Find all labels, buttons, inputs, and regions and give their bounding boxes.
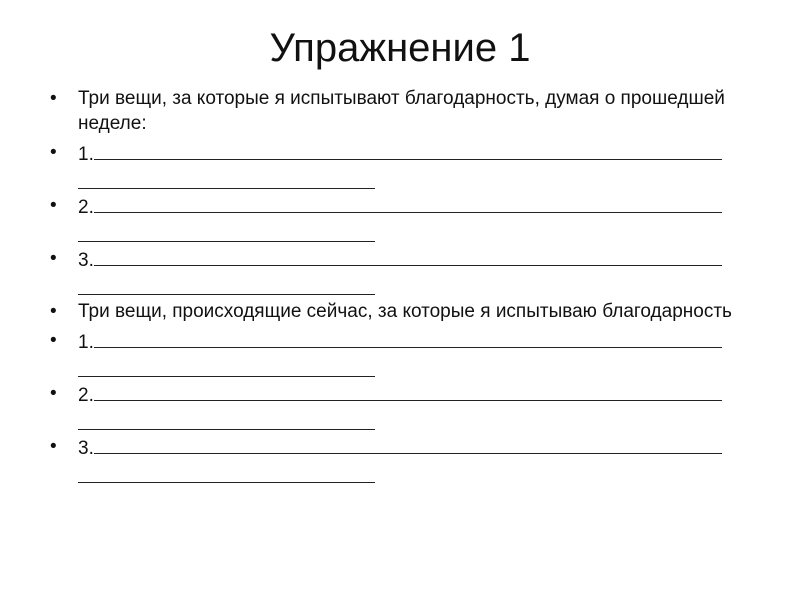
blank-line — [94, 434, 722, 454]
prompt-past-week — [50, 86, 750, 136]
blank-line-continuation — [78, 463, 375, 483]
bullet-icon: • — [50, 330, 57, 351]
line-number: 3. — [78, 438, 94, 459]
blank-line-continuation — [78, 357, 375, 377]
blank-line — [94, 193, 722, 213]
bullet-icon: • — [50, 301, 57, 322]
blank-line — [94, 381, 722, 401]
bullet-icon: • — [50, 383, 57, 404]
slide-title: Упражнение 1 — [269, 26, 531, 70]
blank-line — [94, 328, 722, 348]
line-number: 3. — [78, 250, 94, 271]
blank-line-continuation — [78, 275, 375, 295]
line-number: 2. — [78, 385, 94, 406]
blank-line — [94, 246, 722, 266]
blank-line-continuation — [78, 410, 375, 430]
bullet-icon: • — [50, 195, 57, 216]
answer-line-past-1 — [50, 140, 750, 189]
answer-line-past-3 — [50, 246, 750, 295]
prompt-text: Три вещи, происходящие сейчас, за которые я испытываю благодарность — [78, 301, 732, 322]
bullet-icon: • — [50, 142, 57, 163]
bullet-icon: • — [50, 88, 57, 109]
answer-line-past-2 — [50, 193, 750, 242]
answer-line-current-3 — [50, 434, 750, 483]
blank-line-continuation — [78, 222, 375, 242]
answer-line-current-2 — [50, 381, 750, 430]
bullet-icon: • — [50, 436, 57, 457]
bullet-icon: • — [50, 248, 57, 269]
prompt-text: Три вещи, за которые я испытывают благодарность, думая о прошедшей неделе: — [78, 88, 725, 134]
line-number: 1. — [78, 332, 94, 353]
line-number: 1. — [78, 144, 94, 165]
answer-line-current-1 — [50, 328, 750, 377]
blank-line — [94, 140, 722, 160]
line-number: 2. — [78, 197, 94, 218]
bullet-list — [50, 86, 750, 487]
prompt-current — [50, 299, 750, 324]
blank-line-continuation — [78, 169, 375, 189]
